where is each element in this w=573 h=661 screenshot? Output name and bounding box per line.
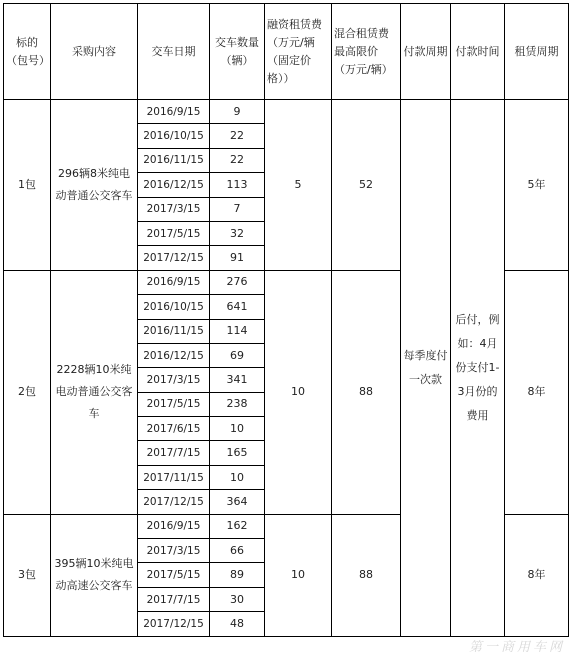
quantity-cell: 10 [210, 465, 265, 489]
delivery-date-cell: 2017/6/15 [138, 417, 210, 441]
delivery-date-cell: 2016/9/15 [138, 270, 210, 294]
content-cell: 296辆8米纯电动普通公交客车 [51, 100, 138, 271]
delivery-date-cell: 2017/5/15 [138, 221, 210, 245]
table-row [4, 100, 569, 124]
header-delivery-date: 交车日期 [138, 4, 210, 100]
quantity-cell: 114 [210, 319, 265, 343]
table-body [4, 100, 569, 637]
delivery-date-cell: 2016/11/15 [138, 319, 210, 343]
delivery-date-cell: 2017/12/15 [138, 246, 210, 270]
delivery-date-cell: 2017/11/15 [138, 465, 210, 489]
header-lease-term: 租赁周期 [505, 4, 569, 100]
quantity-cell: 276 [210, 270, 265, 294]
package-cell: 3包 [4, 514, 51, 636]
header-payment-time: 付款时间 [451, 4, 505, 100]
payment-cycle-cell: 每季度付一次款 [401, 100, 451, 637]
header-mixed-rent-cap: 混合租赁费最高限价（万元/辆） [332, 4, 401, 100]
delivery-date-cell: 2016/12/15 [138, 343, 210, 367]
quantity-cell: 10 [210, 417, 265, 441]
mixed-rent-cap-cell: 52 [332, 100, 401, 271]
lease-term-cell: 8年 [505, 270, 569, 514]
header-bid-package: 标的（包号） [4, 4, 51, 100]
delivery-date-cell: 2017/12/15 [138, 612, 210, 636]
quantity-cell: 22 [210, 124, 265, 148]
delivery-date-cell: 2017/7/15 [138, 441, 210, 465]
delivery-date-cell: 2017/5/15 [138, 392, 210, 416]
finance-rent-cell: 10 [265, 270, 332, 514]
delivery-date-cell: 2017/3/15 [138, 539, 210, 563]
package-cell: 2包 [4, 270, 51, 514]
delivery-date-cell: 2016/10/15 [138, 295, 210, 319]
delivery-date-cell: 2016/9/15 [138, 514, 210, 538]
content-cell: 395辆10米纯电动高速公交客车 [51, 514, 138, 636]
payment-time-cell: 后付，例如：4月份支付1-3月份的费用 [451, 100, 505, 637]
header-payment-cycle: 付款周期 [401, 4, 451, 100]
quantity-cell: 69 [210, 343, 265, 367]
delivery-date-cell: 2017/3/15 [138, 197, 210, 221]
quantity-cell: 238 [210, 392, 265, 416]
delivery-date-cell: 2017/5/15 [138, 563, 210, 587]
quantity-cell: 165 [210, 441, 265, 465]
quantity-cell: 9 [210, 100, 265, 124]
finance-rent-cell: 5 [265, 100, 332, 271]
quantity-cell: 364 [210, 490, 265, 514]
header-quantity: 交车数量（辆） [210, 4, 265, 100]
delivery-date-cell: 2016/10/15 [138, 124, 210, 148]
lease-term-cell: 5年 [505, 100, 569, 271]
delivery-date-cell: 2016/11/15 [138, 148, 210, 172]
header-finance-rent: 融资租赁费（万元/辆（固定价格）） [265, 4, 332, 100]
delivery-date-cell: 2016/12/15 [138, 173, 210, 197]
watermark: 第一商用车网 [468, 640, 565, 655]
quantity-cell: 89 [210, 563, 265, 587]
header-content: 采购内容 [51, 4, 138, 100]
delivery-date-cell: 2016/9/15 [138, 100, 210, 124]
quantity-cell: 66 [210, 539, 265, 563]
quantity-cell: 48 [210, 612, 265, 636]
lease-term-cell: 8年 [505, 514, 569, 636]
quantity-cell: 7 [210, 197, 265, 221]
quantity-cell: 113 [210, 173, 265, 197]
quantity-cell: 91 [210, 246, 265, 270]
procurement-table [3, 3, 569, 637]
header-row [4, 4, 569, 100]
content-cell: 2228辆10米纯电动普通公交客车 [51, 270, 138, 514]
quantity-cell: 30 [210, 587, 265, 611]
mixed-rent-cap-cell: 88 [332, 514, 401, 636]
mixed-rent-cap-cell: 88 [332, 270, 401, 514]
delivery-date-cell: 2017/12/15 [138, 490, 210, 514]
quantity-cell: 341 [210, 368, 265, 392]
delivery-date-cell: 2017/7/15 [138, 587, 210, 611]
quantity-cell: 162 [210, 514, 265, 538]
package-cell: 1包 [4, 100, 51, 271]
quantity-cell: 641 [210, 295, 265, 319]
delivery-date-cell: 2017/3/15 [138, 368, 210, 392]
quantity-cell: 32 [210, 221, 265, 245]
quantity-cell: 22 [210, 148, 265, 172]
finance-rent-cell: 10 [265, 514, 332, 636]
